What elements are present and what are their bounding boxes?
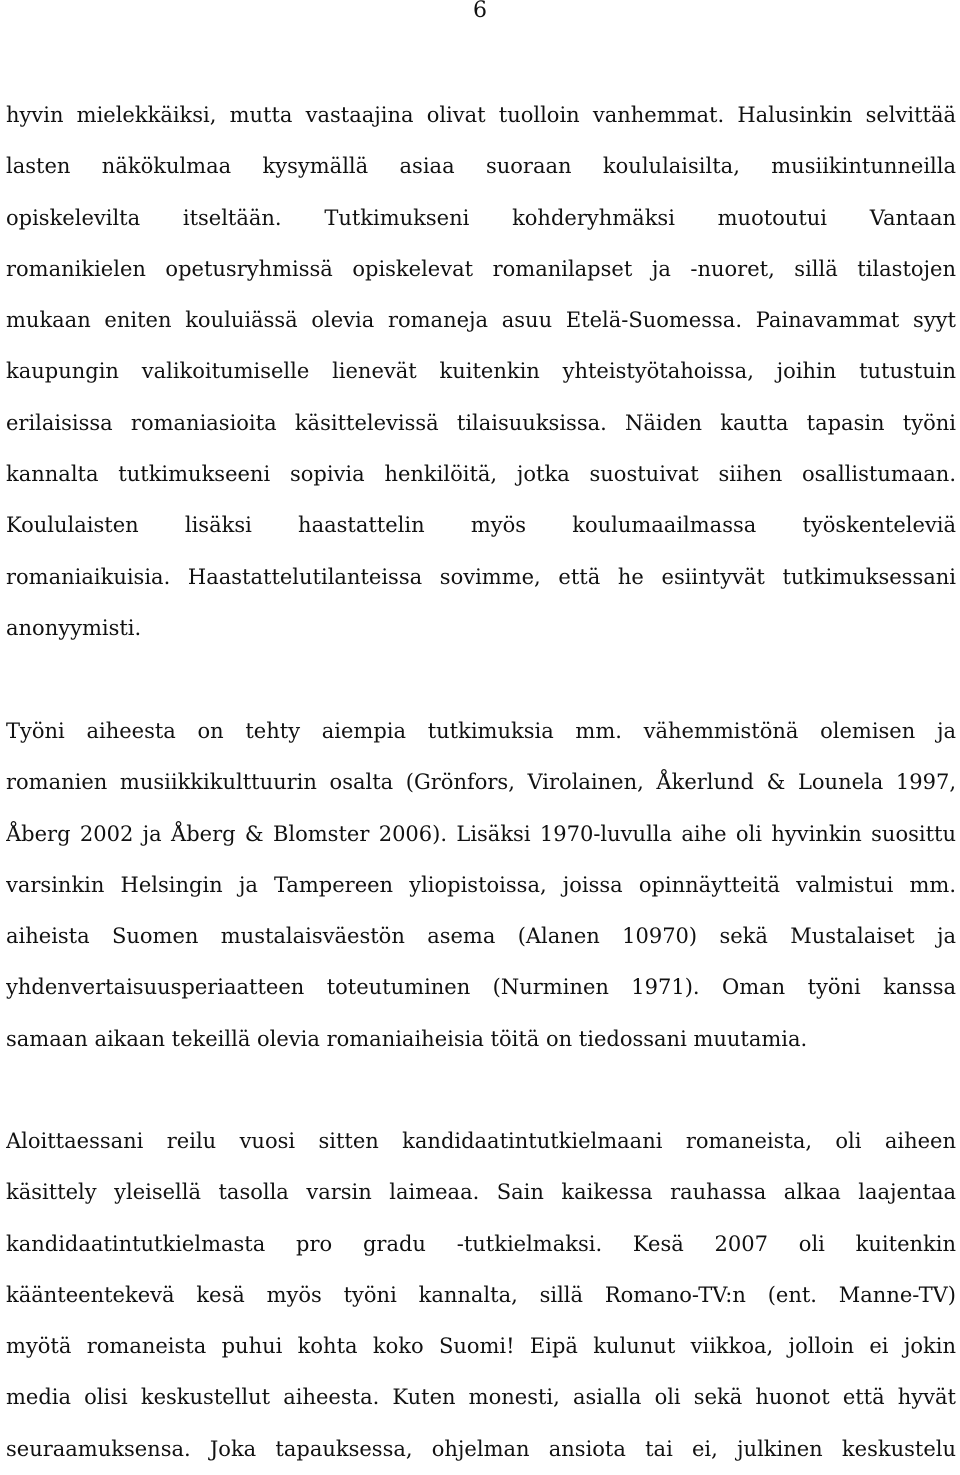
page-number: 6 bbox=[473, 0, 487, 23]
text-line: Aloittaessani reilu vuosi sitten kandidaatintutkielmaani romaneista, oli aiheen bbox=[6, 1129, 956, 1153]
text-line: kaupungin valikoitumiselle lienevät kuitenkin yhteistyötahoissa, joihin tutustuin bbox=[6, 359, 956, 384]
text-line: mukaan eniten kouluiässä olevia romaneja asuu Etelä-Suomessa. Painavammat syyt bbox=[6, 308, 956, 333]
text-line: Työni aiheesta on tehty aiempia tutkimuksia mm. vähemmistönä olemisen ja bbox=[6, 719, 956, 743]
text-line: yhdenvertaisuusperiaatteen toteutuminen (Nurminen 1971). Oman työni kanssa bbox=[6, 975, 956, 1000]
text-line: aiheista Suomen mustalaisväestön asema (Alanen 10970) sekä Mustalaiset ja bbox=[6, 924, 956, 949]
text-line: romanien musiikkikulttuurin osalta (Grönfors, Virolainen, Åkerlund & Lounela 1997, bbox=[6, 770, 956, 795]
text-line: kannalta tutkimukseeni sopivia henkilöitä, jotka suostuivat siihen osallistumaan. bbox=[6, 462, 956, 487]
text-line: varsinkin Helsingin ja Tampereen yliopistoissa, joissa opinnäytteitä valmistui mm. bbox=[6, 872, 956, 897]
text-line: Koululaisten lisäksi haastattelin myös koulumaailmassa työskenteleviä bbox=[6, 513, 956, 538]
text-line: lasten näkökulmaa kysymällä asiaa suoraan koululaisilta, musiikintunneilla bbox=[6, 154, 956, 179]
text-line: käänteentekevä kesä myös työni kannalta, sillä Romano-TV:n (ent. Manne-TV) bbox=[6, 1282, 956, 1307]
text-line: anonyymisti. bbox=[6, 615, 142, 640]
text-line: media olisi keskustellut aiheesta. Kuten monesti, asialla oli sekä huonot että hyvät bbox=[6, 1385, 956, 1410]
text-line: kandidaatintutkielmasta pro gradu -tutkielmaksi. Kesä 2007 oli kuitenkin bbox=[6, 1231, 956, 1256]
text-line: opiskelevilta itseltään. Tutkimukseni kohderyhmäksi muotoutui Vantaan bbox=[6, 205, 956, 230]
text-line: myötä romaneista puhui kohta koko Suomi! Eipä kulunut viikkoa, jolloin ei jokin bbox=[6, 1334, 956, 1359]
paragraph-2 bbox=[6, 706, 956, 1065]
text-line: erilaisissa romaniasioita käsittelevissä tilaisuuksissa. Näiden kautta tapasin työni bbox=[6, 410, 956, 435]
text-line: käsittely yleisellä tasolla varsin laimeaa. Sain kaikessa rauhassa alkaa laajentaa bbox=[6, 1180, 956, 1205]
text-line: samaan aikaan tekeillä olevia romaniaiheisia töitä on tiedossani muutamia. bbox=[6, 1026, 808, 1051]
paragraph-3 bbox=[6, 1116, 956, 1475]
text-line: seuraamuksensa. Joka tapauksessa, ohjelman ansiota tai ei, julkinen keskustelu bbox=[6, 1436, 956, 1461]
text-line: romaniaikuisia. Haastattelutilanteissa sovimme, että he esiintyvät tutkimuksessani bbox=[6, 564, 956, 589]
text-line: Åberg 2002 ja Åberg & Blomster 2006). Lisäksi 1970-luvulla aihe oli hyvinkin suosittu bbox=[6, 821, 956, 846]
text-line: hyvin mielekkäiksi, mutta vastaajina olivat tuolloin vanhemmat. Halusinkin selvittää bbox=[6, 103, 956, 127]
paragraph-1 bbox=[6, 90, 956, 654]
text-line: romanikielen opetusryhmissä opiskelevat romanilapset ja -nuoret, sillä tilastojen bbox=[6, 256, 956, 281]
